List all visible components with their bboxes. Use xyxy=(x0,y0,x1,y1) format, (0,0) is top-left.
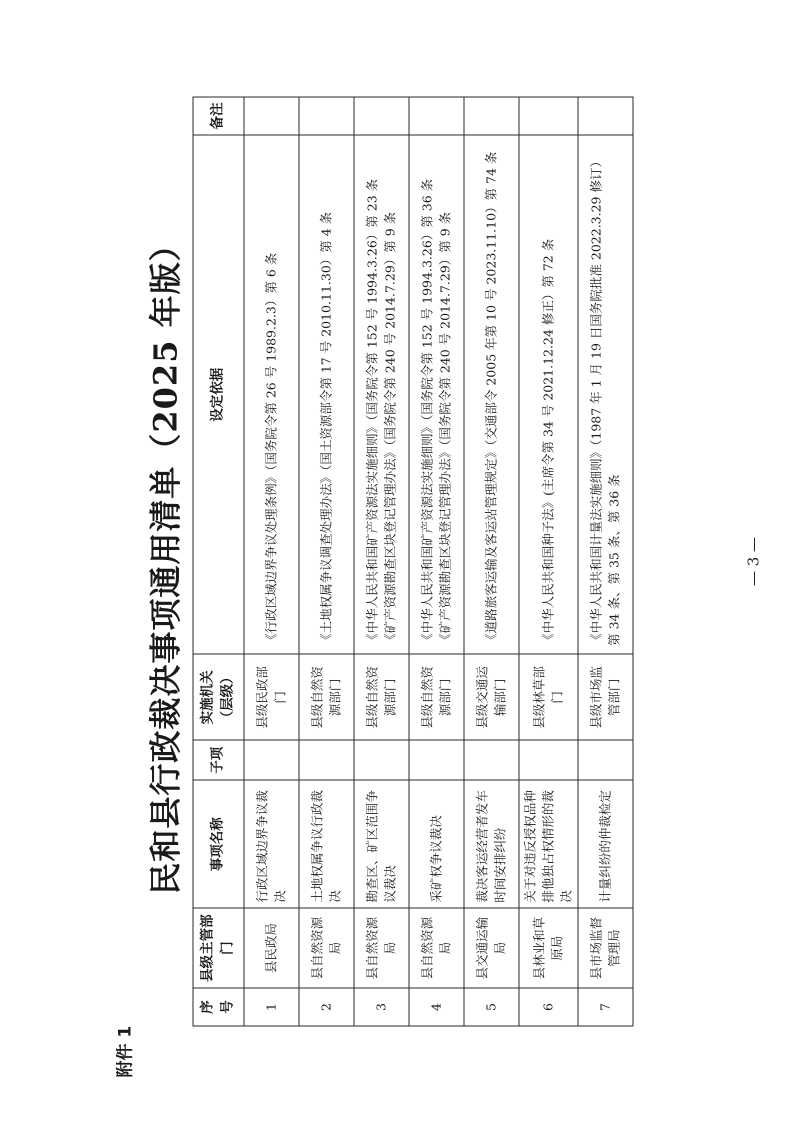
cell-dept: 县自然资源局 xyxy=(299,908,354,988)
cell-sub xyxy=(244,740,299,780)
cell-item: 行政区域边界争议裁决 xyxy=(244,780,299,908)
cell-basis xyxy=(299,135,354,654)
cell-sub xyxy=(409,740,464,780)
cell-sub xyxy=(299,740,354,780)
cell-note xyxy=(519,97,578,135)
cell-item: 采矿权争议裁决 xyxy=(409,780,464,908)
header-sub: 子项 xyxy=(193,740,244,780)
cell-seq: 1 xyxy=(244,988,299,1026)
basis-line: 《矿产资源勘查区块登记管理办法》（国务院令第 240 号 2014.7.29）第 9 条 xyxy=(382,211,397,646)
header-basis: 设定依据 xyxy=(193,135,244,654)
cell-seq: 6 xyxy=(519,988,578,1026)
cell-note xyxy=(244,97,299,135)
header-dept: 县级主管部门 xyxy=(193,908,244,988)
cell-agency: 县级民政部门 xyxy=(244,654,299,740)
basis-line: 第 34 条、第 35 条、第 36 条 xyxy=(606,473,622,646)
ruling-items-table xyxy=(192,96,633,1026)
cell-dept: 县民政局 xyxy=(244,908,299,988)
page-number: — 3 — xyxy=(744,536,762,586)
cell-sub xyxy=(519,740,578,780)
basis-line: 《行政区域边界争议处理条例》（国务院令第 26 号 1989.2.3）第 6 条 xyxy=(262,252,278,646)
cell-agency: 县级市场监管部门 xyxy=(578,654,633,740)
cell-basis xyxy=(578,135,633,654)
cell-item: 勘查区、矿区范围争议裁决 xyxy=(354,780,409,908)
table-row xyxy=(519,97,578,1026)
header-agency: 实施机关（层级） xyxy=(193,654,244,740)
document-title: 民和县行政裁决事项通用清单（2025 年版） xyxy=(146,227,184,895)
cell-seq: 4 xyxy=(409,988,464,1026)
cell-item: 关于对违反授权品种排他独占权情形的裁决 xyxy=(519,780,578,908)
cell-agency: 县级自然资源部门 xyxy=(409,654,464,740)
cell-basis xyxy=(244,135,299,654)
header-note: 备注 xyxy=(193,97,244,135)
basis-line: 《土地权属争议调查处理办法》（国土资源部令第 17 号 2010.11.30）第 4 条 xyxy=(317,211,333,646)
cell-seq: 7 xyxy=(578,988,633,1026)
basis-line: 《中华人民共和国计量法实施细则》（1987 年 1 月 19 日国务院批准 2022.3.29 修订） xyxy=(588,154,604,646)
basis-line: 《中华人民共和国矿产资源法实施细则》（国务院令第 152 号 1994.3.26）第 23 条 xyxy=(363,178,379,646)
cell-sub xyxy=(578,740,633,780)
header-item: 事项名称 xyxy=(193,780,244,908)
cell-item: 土地权属争议行政裁决 xyxy=(299,780,354,908)
table-row xyxy=(464,97,519,1026)
table-row xyxy=(409,97,464,1026)
basis-line: 《道路旅客运输及客运站管理规定》（交通部令 2005 年第 10 号 2023.11.10）第 74 条 xyxy=(482,151,498,646)
cell-basis xyxy=(409,135,464,654)
cell-seq: 2 xyxy=(299,988,354,1026)
cell-note xyxy=(299,97,354,135)
cell-note xyxy=(409,97,464,135)
cell-agency: 县级自然资源部门 xyxy=(299,654,354,740)
cell-seq: 3 xyxy=(354,988,409,1026)
cell-dept: 县自然资源局 xyxy=(354,908,409,988)
cell-note xyxy=(464,97,519,135)
cell-basis xyxy=(519,135,578,654)
cell-agency: 县级交通运输部门 xyxy=(464,654,519,740)
attachment-label: 附件 1 xyxy=(115,1025,135,1077)
cell-seq: 5 xyxy=(464,988,519,1026)
cell-basis xyxy=(464,135,519,654)
basis-line: 《矿产资源勘查区块登记管理办法》（国务院令第 240 号 2014.7.29）第 9 条 xyxy=(437,211,452,646)
cell-dept: 县交通运输局 xyxy=(464,908,519,988)
cell-dept: 县林业和草原局 xyxy=(519,908,578,988)
basis-line: 《中华人民共和国种子法》(主席令第 34 号 2021.12.24 修正）第 72 条 xyxy=(540,238,556,646)
cell-sub xyxy=(464,740,519,780)
cell-agency: 县级自然资源部门 xyxy=(354,654,409,740)
cell-item: 裁决客运经营者发车时间安排纠纷 xyxy=(464,780,519,908)
cell-note xyxy=(578,97,633,135)
table-header-row xyxy=(193,97,244,1026)
table-row xyxy=(578,97,633,1026)
cell-sub xyxy=(354,740,409,780)
cell-item: 计量纠纷的仲裁检定 xyxy=(578,780,633,908)
cell-dept: 县市场监督管理局 xyxy=(578,908,633,988)
basis-line: 《中华人民共和国矿产资源法实施细则》（国务院令第 152 号 1994.3.26）第 36 条 xyxy=(418,178,434,646)
table-row xyxy=(244,97,299,1026)
cell-dept: 县自然资源局 xyxy=(409,908,464,988)
header-seq: 序号 xyxy=(193,988,244,1026)
cell-note xyxy=(354,97,409,135)
cell-basis xyxy=(354,135,409,654)
cell-agency: 县级林草部门 xyxy=(519,654,578,740)
table-row xyxy=(354,97,409,1026)
table-row xyxy=(299,97,354,1026)
